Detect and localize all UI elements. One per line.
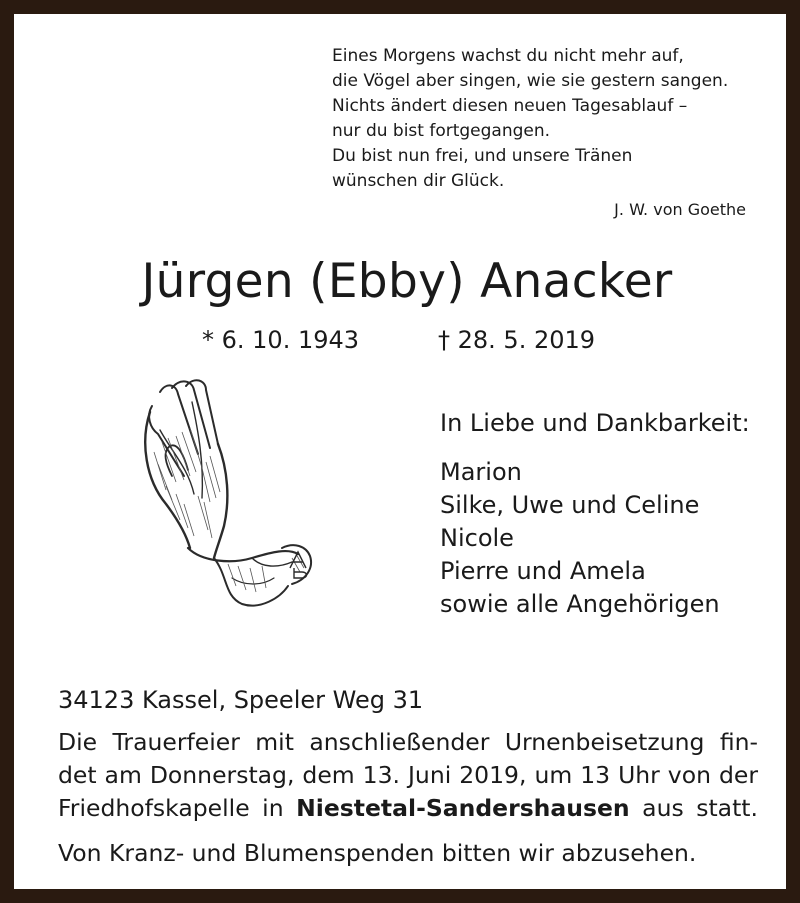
list-item: Pierre und Amela — [440, 557, 646, 585]
mourners-list — [440, 456, 720, 621]
address: 34123 Kassel, Speeler Weg 31 — [58, 686, 424, 714]
flowers-note: Von Kranz- und Blumenspenden bitten wir abzusehen. — [58, 839, 697, 867]
list-item: Marion — [440, 458, 522, 486]
poem-line: Eines Morgens wachst du nicht mehr auf, — [332, 46, 684, 66]
poem — [332, 44, 772, 194]
poem-line: wünschen dir Glück. — [332, 171, 505, 191]
praying-hands-icon — [132, 372, 342, 617]
ceremony-text: aus statt. — [642, 794, 758, 822]
birth-date: * 6. 10. 1943 — [202, 326, 360, 354]
thanks-heading: In Liebe und Dankbarkeit: — [440, 409, 750, 437]
poem-line: Du bist nun frei, und unsere Tränen — [332, 146, 633, 166]
poem-line: Nichts ändert diesen neuen Tagesablauf – — [332, 96, 688, 116]
list-item: Silke, Uwe und Celine — [440, 491, 700, 519]
ceremony-text: Friedhofskapelle in — [58, 794, 284, 822]
poem-line: nur du bist fortgegangen. — [332, 121, 551, 141]
ceremony-line — [58, 792, 758, 825]
deceased-name: Jürgen (Ebby) Anacker — [141, 254, 673, 309]
poem-author: J. W. von Goethe — [614, 200, 746, 219]
poem-line: die Vögel aber singen, wie sie gestern sangen. — [332, 71, 729, 91]
durer-monogram — [290, 552, 307, 578]
ceremony-location: Niestetal-Sandershausen — [296, 794, 630, 822]
death-date: † 28. 5. 2019 — [438, 326, 596, 354]
ceremony-info — [58, 726, 758, 825]
ceremony-line: Die Trauerfeier mit anschließender Urnenbeisetzung fin- — [58, 728, 758, 756]
list-item: sowie alle Angehörigen — [440, 590, 720, 618]
ceremony-line: det am Donnerstag, dem 13. Juni 2019, um 13 Uhr von der — [58, 761, 758, 789]
list-item: Nicole — [440, 524, 514, 552]
